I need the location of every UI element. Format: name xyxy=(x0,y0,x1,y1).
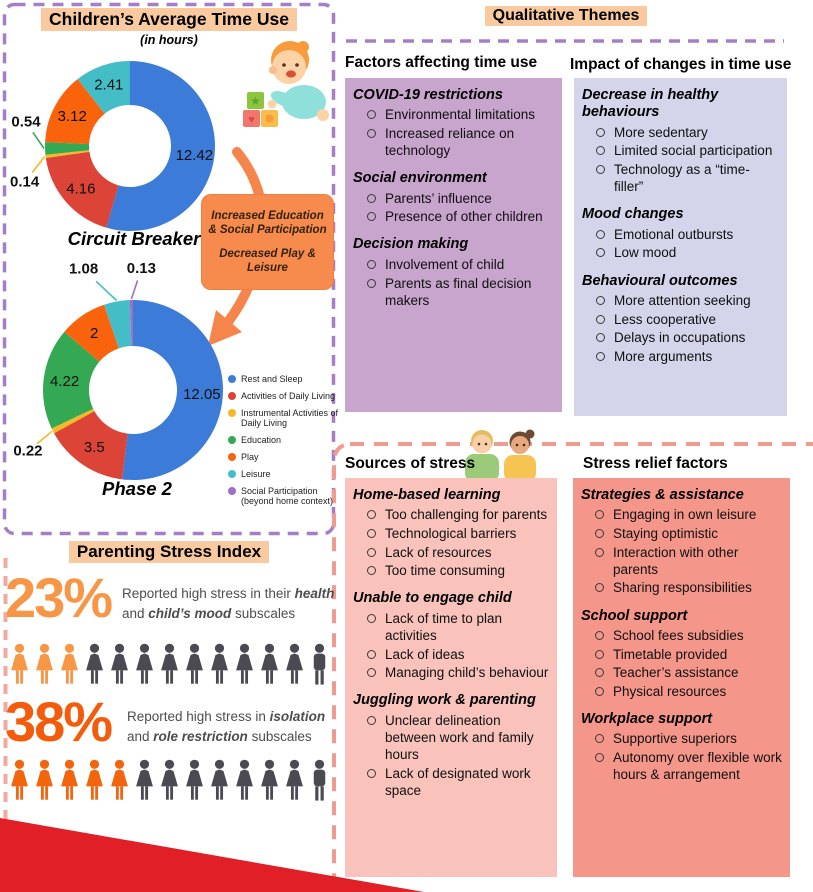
bullet-item xyxy=(581,730,782,747)
bullet-text: Technology as a “time-filler” xyxy=(614,162,750,195)
female-figure-icon xyxy=(83,641,106,691)
bullet-ring-icon xyxy=(596,128,605,137)
female-figure-icon xyxy=(58,641,81,691)
bullet-item xyxy=(581,664,782,681)
bullet-text: Too challenging for parents xyxy=(385,507,548,523)
bullet-item xyxy=(582,244,779,261)
bullet-ring-icon xyxy=(367,110,376,119)
bullet-text: Emotional outbursts xyxy=(614,226,734,242)
stat-23-text xyxy=(122,584,336,625)
legend-item-instrumental-activities-of-daily-living xyxy=(228,408,340,430)
group-title-school-support: School support xyxy=(581,607,688,624)
group-title-covid-19-restrictions: COVID-19 restrictions xyxy=(353,87,503,103)
bullet-ring-icon xyxy=(595,631,604,640)
stat-text-emphasis: isolation xyxy=(269,709,326,724)
group-title-home-based-learning: Home-based learning xyxy=(353,487,501,503)
legend-dot-icon xyxy=(228,487,236,495)
bullet-item xyxy=(353,712,549,763)
bullet-item xyxy=(353,562,549,579)
label-leader-line xyxy=(32,156,44,172)
slice-value-label: 12.05 xyxy=(183,386,221,404)
bullet-ring-icon xyxy=(595,650,604,659)
bullet-text: Presence of other children xyxy=(385,209,543,225)
bullet-text: Parents as final decision makers xyxy=(385,275,532,308)
factors-box xyxy=(345,78,562,412)
label-leader-line xyxy=(131,280,137,299)
group-title-decision-making: Decision making xyxy=(353,236,469,253)
slice-value-label: 1.08 xyxy=(68,260,99,278)
bullet-ring-icon xyxy=(367,566,376,575)
bullet-ring-icon xyxy=(595,583,604,592)
bullet-text: Engaging in own leisure xyxy=(613,507,757,523)
slice-value-label: 2 xyxy=(89,324,99,342)
female-figure-icon xyxy=(108,757,131,807)
stat-text-part: Reported high stress in xyxy=(127,709,270,724)
stat-text-part: and xyxy=(122,606,149,622)
bullet-item xyxy=(582,161,779,195)
bullet-text: Sharing responsibilities xyxy=(613,580,752,596)
parents-couple-icon xyxy=(452,426,552,482)
bullet-ring-icon xyxy=(367,769,376,778)
legend-dot-icon xyxy=(228,436,236,444)
bullet-item xyxy=(353,125,554,159)
stat-text-emphasis: health xyxy=(294,586,335,601)
bullet-ring-icon xyxy=(596,352,605,361)
bullet-ring-icon xyxy=(367,260,376,269)
legend-label: Leisure xyxy=(241,468,271,479)
bullet-item xyxy=(353,544,549,561)
bullet-text: Managing child’s behaviour xyxy=(385,665,549,681)
female-figure-icon xyxy=(208,641,231,691)
bullet-item xyxy=(353,664,549,681)
bullet-item xyxy=(353,525,549,542)
impact-box xyxy=(574,78,787,416)
legend-label: Social Participation (beyond home context) xyxy=(241,485,334,507)
bullet-item xyxy=(353,610,549,644)
legend-label: Activities of Daily Living xyxy=(241,390,336,401)
bullet-ring-icon xyxy=(595,529,604,538)
svg-text:♥: ♥ xyxy=(248,114,255,126)
slice-value-label: 0.22 xyxy=(13,442,43,460)
female-figure-icon xyxy=(33,757,56,807)
bullet-item xyxy=(581,506,782,523)
time-use-title-row xyxy=(3,8,335,31)
female-figure-icon xyxy=(8,757,31,807)
bullet-text: Unclear delineation between work and family hours xyxy=(385,712,534,763)
bullet-item xyxy=(353,765,549,799)
slice-value-label: 12.42 xyxy=(175,147,214,165)
bullet-text: Technological barriers xyxy=(385,526,517,542)
female-figure-icon xyxy=(233,641,256,691)
bullet-item xyxy=(353,275,554,309)
female-figure-icon xyxy=(8,641,31,691)
group-title-decrease-in-healthy-behaviours: Decrease in healthy behaviours xyxy=(582,87,719,121)
bullet-text: Less cooperative xyxy=(614,311,717,327)
bullet-text: Too time consuming xyxy=(385,563,506,579)
legend-label: Rest and Sleep xyxy=(241,374,303,384)
bullet-text: Involvement of child xyxy=(385,256,505,272)
legend-label: Instrumental Activities of Daily Living xyxy=(241,407,339,429)
slice-value-label: 0.13 xyxy=(126,260,156,278)
group-title-mood-changes: Mood changes xyxy=(582,206,684,223)
female-figure-icon xyxy=(83,757,106,807)
callout-line2: Decreased Play & Leisure xyxy=(219,247,316,274)
bullet-ring-icon xyxy=(596,165,605,174)
bullet-item xyxy=(581,525,782,542)
female-figure-icon xyxy=(158,757,181,807)
legend-dot-icon xyxy=(228,375,236,383)
group-title-social-environment: Social environment xyxy=(353,170,487,187)
female-figure-icon xyxy=(133,757,156,807)
stat-38-percent: 38% xyxy=(5,690,112,753)
legend-label: Play xyxy=(241,451,259,462)
legend-label: Education xyxy=(241,435,282,446)
female-figure-icon xyxy=(283,757,306,807)
heading-factors-affecting-time-use: Factors affecting time use xyxy=(345,54,538,71)
bullet-text: Parents’ influence xyxy=(385,190,492,206)
svg-text:★: ★ xyxy=(250,94,261,108)
chart-legend xyxy=(228,374,340,513)
bullet-ring-icon xyxy=(367,548,376,557)
time-use-title: Children’s Average Time Use xyxy=(41,8,297,31)
female-figure-icon xyxy=(108,641,131,691)
chart-caption-circuit-breaker: Circuit Breaker xyxy=(67,228,201,249)
bullet-text: Interaction with other parents xyxy=(613,544,739,577)
bullet-item xyxy=(582,124,779,141)
bullet-text: More sedentary xyxy=(614,124,708,140)
bullet-ring-icon xyxy=(367,529,376,538)
bullet-ring-icon xyxy=(367,129,376,138)
bullet-text: Staying optimistic xyxy=(613,526,719,542)
bullet-item xyxy=(353,208,554,225)
label-leader-line xyxy=(33,132,44,148)
bullet-item xyxy=(582,142,779,159)
legend-item-education xyxy=(228,435,340,446)
bullet-ring-icon xyxy=(595,753,604,762)
bullet-item xyxy=(581,646,782,663)
legend-dot-icon xyxy=(228,453,236,461)
legend-item-rest-and-sleep xyxy=(228,374,340,385)
slice-value-label: 2.41 xyxy=(94,76,124,94)
bullet-item xyxy=(353,190,554,207)
bullet-ring-icon xyxy=(367,212,376,221)
bullet-text: Lack of ideas xyxy=(385,646,465,662)
legend-item-activities-of-daily-living xyxy=(228,391,340,402)
qualitative-title-row xyxy=(340,6,792,26)
slice-value-label: 0.54 xyxy=(11,113,41,131)
bullet-item xyxy=(353,506,549,523)
male-figure-icon xyxy=(308,757,331,807)
group-title-strategies-assistance: Strategies & assistance xyxy=(581,487,744,503)
bullet-ring-icon xyxy=(367,510,376,519)
bullet-item xyxy=(582,292,779,309)
bullet-ring-icon xyxy=(595,687,604,696)
bullet-ring-icon xyxy=(596,146,605,155)
stat-text-part: subscales xyxy=(247,729,312,745)
male-figure-icon xyxy=(308,641,331,691)
callout-line1: Increased Education & Social Participation xyxy=(208,209,327,237)
baby-playing-blocks-icon xyxy=(240,36,336,132)
bullet-item xyxy=(581,627,782,644)
legend-item-play xyxy=(228,452,340,463)
bullet-text: Lack of designated work space xyxy=(385,765,531,798)
bullet-text: Autonomy over flexible work hours & arrangement xyxy=(613,750,782,783)
bullet-item xyxy=(353,646,549,663)
female-figure-icon xyxy=(183,641,206,691)
female-figure-icon xyxy=(233,757,256,807)
bullet-text: Increased reliance on technology xyxy=(385,126,515,159)
female-figure-icon xyxy=(158,641,181,691)
bullet-item xyxy=(582,329,779,346)
bullet-ring-icon xyxy=(367,279,376,288)
legend-dot-icon xyxy=(228,392,236,400)
female-figure-icon xyxy=(58,757,81,807)
psi-title-row xyxy=(3,541,335,563)
figure-row-38 xyxy=(8,757,331,807)
group-title-workplace-support: Workplace support xyxy=(581,711,713,728)
bullet-text: More arguments xyxy=(614,348,713,364)
bullet-text: Teacher’s assistance xyxy=(613,665,739,681)
slice-value-label: 3.12 xyxy=(57,108,87,126)
bullet-ring-icon xyxy=(596,230,605,239)
heading-sources-of-stress: Sources of stress xyxy=(345,455,476,472)
bullet-item xyxy=(582,348,779,365)
group-title-juggling-work-parenting: Juggling work & parenting xyxy=(353,692,536,709)
heading-stress-relief-factors: Stress relief factors xyxy=(583,455,728,472)
stat-text-emphasis: child’s mood xyxy=(148,606,232,622)
bullet-ring-icon xyxy=(367,668,376,677)
bullet-ring-icon xyxy=(595,668,604,677)
bullet-text: Physical resources xyxy=(613,683,727,699)
bullet-ring-icon xyxy=(596,333,605,342)
bullet-text: Supportive superiors xyxy=(613,731,737,747)
bullet-item xyxy=(353,106,554,123)
bullet-ring-icon xyxy=(596,248,605,257)
legend-dot-icon xyxy=(228,470,236,478)
stat-23-percent: 23% xyxy=(5,566,112,629)
bullet-item xyxy=(581,683,782,700)
female-figure-icon xyxy=(133,641,156,691)
sources-of-stress-box xyxy=(345,478,557,877)
female-figure-icon xyxy=(283,641,306,691)
parenting-stress-index-title: Parenting Stress Index xyxy=(69,541,269,563)
bullet-text: More attention seeking xyxy=(614,292,751,308)
bullet-text: Environmental limitations xyxy=(385,107,536,123)
figure-row-23 xyxy=(8,641,331,691)
bullet-ring-icon xyxy=(367,650,376,659)
slice-value-label: 3.5 xyxy=(83,439,105,457)
legend-item-social-participation-beyond-home-context xyxy=(228,486,340,508)
group-title-behavioural-outcomes: Behavioural outcomes xyxy=(582,272,738,289)
qualitative-themes-title: Qualitative Themes xyxy=(485,6,648,26)
bullet-text: Low mood xyxy=(614,245,677,261)
bullet-text: Lack of resources xyxy=(385,544,492,560)
bullet-ring-icon xyxy=(367,614,376,623)
donut-chart-phase-2 xyxy=(0,252,260,510)
chart-caption-phase-2: Phase 2 xyxy=(102,478,172,499)
female-figure-icon xyxy=(258,757,281,807)
bullet-item xyxy=(582,311,779,328)
legend-item-leisure xyxy=(228,469,340,480)
bullet-ring-icon xyxy=(596,296,605,305)
heading-impact-of-changes: Impact of changes in time use xyxy=(570,56,792,73)
bullet-ring-icon xyxy=(595,734,604,743)
time-use-subtitle: (in hours) xyxy=(140,33,198,47)
slice-value-label: 4.16 xyxy=(66,180,96,198)
bullet-ring-icon xyxy=(596,315,605,324)
label-leader-line xyxy=(96,281,116,300)
stress-relief-box xyxy=(573,478,790,877)
bullet-text: Limited social participation xyxy=(614,143,773,159)
stat-text-part: subscales xyxy=(231,606,296,622)
legend-dot-icon xyxy=(228,409,236,417)
stat-text-emphasis: role restriction xyxy=(153,729,248,745)
bullet-item xyxy=(581,579,782,596)
stat-text-part: Reported high stress in their xyxy=(122,586,295,601)
stat-text-part: and xyxy=(127,729,154,745)
female-figure-icon xyxy=(33,641,56,691)
bullet-ring-icon xyxy=(367,194,376,203)
bullet-ring-icon xyxy=(595,510,604,519)
stat-38-text xyxy=(127,707,339,748)
bullet-item xyxy=(581,544,782,578)
female-figure-icon xyxy=(258,641,281,691)
bullet-item xyxy=(582,226,779,243)
slice-value-label: 4.22 xyxy=(49,373,80,391)
bullet-item xyxy=(581,749,782,783)
bullet-ring-icon xyxy=(595,548,604,557)
bullet-text: School fees subsidies xyxy=(613,627,744,643)
bullet-text: Lack of time to plan activities xyxy=(385,610,503,643)
bullet-text: Delays in occupations xyxy=(614,330,746,346)
bullet-text: Timetable provided xyxy=(613,646,728,662)
bullet-item xyxy=(353,256,554,273)
bullet-ring-icon xyxy=(367,716,376,725)
female-figure-icon xyxy=(183,757,206,807)
group-title-unable-to-engage-child: Unable to engage child xyxy=(353,590,512,607)
slice-value-label: 0.14 xyxy=(10,173,40,191)
female-figure-icon xyxy=(208,757,231,807)
